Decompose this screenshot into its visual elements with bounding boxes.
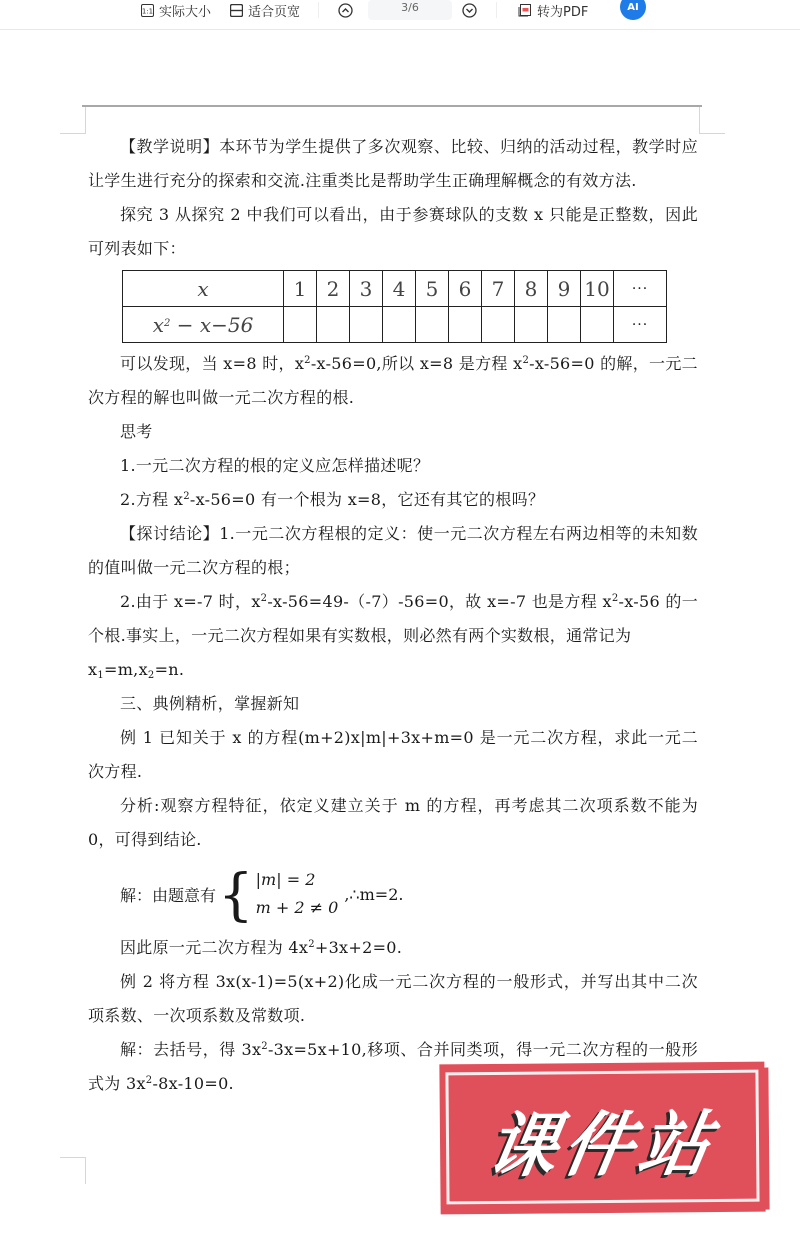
values-table [122,270,667,343]
actual-size-button[interactable] [141,0,211,20]
actual-size-icon [141,4,154,17]
text-run: 可以发现，当 x=8 时，x [120,354,305,373]
exponent: 2 [183,491,190,502]
table-cell-x-value: 10 [581,271,614,307]
table-header-x: x [123,271,284,307]
equation-system [256,866,339,922]
table-cell-x-value: 5 [416,271,449,307]
table-cell-x-value: 8 [515,271,548,307]
analysis-paragraph: 分析:观察方程特征，依定义建立关于 m 的方程，再考虑其二次项系数不能为 0，可得到结论. [88,796,698,849]
exponent: 2 [522,355,530,366]
text-run: 因此原一元二次方程为 4x [120,938,309,957]
table-header-expression [123,307,284,343]
subscript: 2 [147,670,155,681]
page-corner-mark [60,1157,86,1184]
watermark-stamp [439,1062,765,1215]
values-table-wrapper [122,270,698,343]
table-cell-empty [416,307,449,343]
fit-width-icon [230,4,243,17]
text-run: -x-56=0 有一个根为 x=8，它还有其它的根吗？ [189,490,545,509]
conclusion-1: 【探讨结论】1.一元二次方程根的定义：使一元二次方程左右两边相等的未知数的值叫做一元二次方程的根； [88,524,698,577]
text-run: -x-56=49-（-7）-56=0，故 x=-7 也是方程 x [267,592,612,611]
table-cell-empty [581,307,614,343]
expr-part: x [152,312,164,337]
table-cell-empty [350,307,383,343]
expr-part: − x−56 [170,312,254,337]
ai-assistant-button[interactable] [620,0,646,20]
table-row-x [123,271,667,307]
chevron-up-icon [338,3,353,18]
table-cell-x-value: 2 [317,271,350,307]
page-indicator[interactable]: 3/6 [368,0,452,20]
convert-to-pdf-label: 转为PDF [537,4,589,20]
actual-size-label: 实际大小 [159,4,212,20]
text-run: 解：去括号，得 3x [120,1040,262,1059]
exponent: 2 [260,593,268,604]
table-cell-empty [317,307,350,343]
original-equation [88,931,698,965]
table-cell-empty [383,307,416,343]
text-run: -8x-10=0. [152,1074,234,1093]
roots-notation [88,653,698,687]
toolbar-divider [496,2,497,18]
table-cell-ellipsis: ··· [614,307,667,343]
section-heading: 三、典例精析，掌握新知 [120,694,300,713]
prev-page-button[interactable] [338,0,353,20]
convert-to-pdf-button[interactable] [518,0,588,20]
ai-icon: AI [627,1,639,13]
table-cell-x-value: 7 [482,271,515,307]
think-heading: 思考 [120,422,153,441]
discovery-paragraph [88,347,698,415]
solution-result: ,∴m=2. [344,884,404,904]
exponent: 2 [261,1041,268,1052]
conclusion-2 [88,585,698,653]
text-run: x [88,660,98,679]
watermark-text: 课件站 [480,1102,723,1188]
text-run: =m,x [104,660,148,679]
table-cell-x-value: 3 [350,271,383,307]
table-cell-x-value: 9 [548,271,581,307]
text-run: 2.由于 x=-7 时，x [120,592,261,611]
table-cell-empty [449,307,482,343]
table-cell-x-value: 1 [284,271,317,307]
table-cell-empty [515,307,548,343]
table-cell-ellipsis: ··· [614,271,667,307]
viewer-toolbar [0,0,800,30]
equation-2: m + 2 ≠ 0 [255,898,339,917]
table-cell-empty [284,307,317,343]
pdf-icon [518,3,532,17]
page-top-border [82,105,702,107]
example-2: 例 2 将方程 3x(x-1)=5(x+2)化成一元二次方程的一般形式，并写出其中二次项系数、一次项系数及常数项. [88,972,698,1025]
solution-prefix: 解：由题意有 [120,885,217,905]
table-cell-x-value: 4 [383,271,416,307]
text-run: =n. [154,660,185,679]
page-corner-mark [60,107,86,134]
question-2 [88,483,698,517]
table-row-expression [123,307,667,343]
solution-system [88,859,698,929]
question-1: 1.一元二次方程的根的定义应怎样描述呢？ [120,456,430,475]
fit-width-label: 适合页宽 [248,4,301,20]
exploration-3-paragraph: 探究 3 从探究 2 中我们可以看出，由于参赛球队的支数 x 只能是正整数，因此可列表如下： [88,205,698,258]
exponent: 2 [304,355,311,366]
exponent: 2 [145,1075,153,1086]
table-cell-empty [548,307,581,343]
chevron-down-icon [462,3,477,18]
equation-1: |m| = 2 [255,870,316,889]
document-page [88,130,698,1101]
fit-width-button[interactable] [230,0,300,20]
example-1: 例 1 已知关于 x 的方程(m+2)x|m|+3x+m=0 是一元二次方程，求此一元二次方程. [88,728,698,781]
expr-exponent: 2 [163,317,171,329]
exponent: 2 [611,593,619,604]
teaching-note-paragraph: 【教学说明】本环节为学生提供了多次观察、比较、归纳的活动过程，教学时应让学生进行充分的探索和交流.注重类比是帮助学生正确理解概念的有效方法. [88,137,698,190]
table-cell-empty [482,307,515,343]
text-run: +3x+2=0. [314,938,403,957]
text-run: -x-56 的一个根.事实上，一元二次方程如果有实数根，则必然有两个实数根，通常记为 [88,592,698,645]
text-run: -x-56=0,所以 x=8 是方程 x [310,354,523,373]
svg-text:1:1: 1:1 [141,7,154,15]
exponent: 2 [308,939,315,950]
text-run: -x-56=0 的解，一元二次方程的解也叫做一元二次方程的根. [88,354,698,407]
next-page-button[interactable] [462,0,477,20]
text-run: 2.方程 x [120,490,184,509]
text-run: -3x=5x+10,移项、合并同类项，得一元二次方程的一般形式为 3x [88,1040,698,1093]
table-cell-x-value: 6 [449,271,482,307]
subscript: 1 [97,670,104,681]
left-brace: { [218,863,254,928]
toolbar-divider [318,2,319,18]
page-corner-mark [699,107,725,134]
